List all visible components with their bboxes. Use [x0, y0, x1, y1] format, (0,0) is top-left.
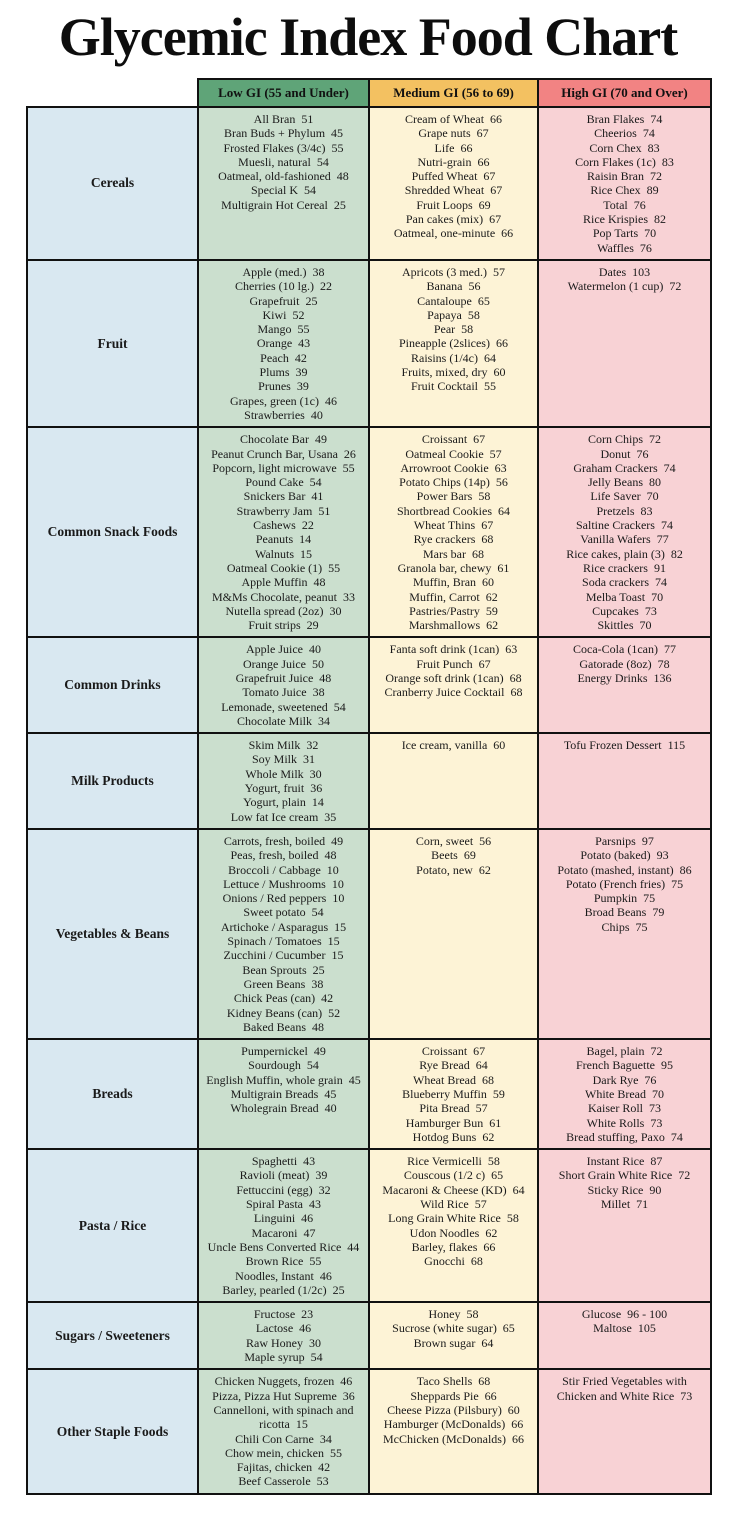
medium-gi-cell	[369, 1302, 538, 1369]
food-item: Lettuce / Mushrooms 10	[223, 876, 344, 891]
food-item: Fruit Cocktail 55	[411, 379, 496, 394]
food-item: Macaroni 47	[251, 1225, 316, 1240]
food-item: Sweet potato 54	[243, 905, 324, 920]
food-item: Kaiser Roll 73	[588, 1101, 661, 1116]
food-item: Artichoke / Asparagus 15	[220, 919, 347, 934]
food-item: Cheerios 74	[594, 126, 655, 141]
food-item: Rice Krispies 82	[583, 212, 666, 227]
food-item: Melba Toast 70	[585, 589, 664, 604]
food-item: Potato (baked) 93	[580, 848, 669, 863]
food-item: Special K 54	[251, 183, 316, 198]
food-item: Green Beans 38	[243, 976, 324, 991]
food-item: Mango 55	[257, 322, 310, 337]
food-item: Multigrain Hot Cereal 25	[221, 197, 346, 212]
table-row	[27, 260, 711, 427]
high-gi-cell	[538, 1039, 711, 1149]
food-item: Life Saver 70	[590, 489, 659, 504]
food-item: Nutri-grain 66	[417, 154, 490, 169]
food-item: Oatmeal Cookie 57	[405, 446, 502, 461]
food-item: English Muffin, whole grain 45	[206, 1072, 361, 1087]
food-item: Watermelon (1 cup) 72	[567, 279, 682, 294]
food-item: Chow mein, chicken 55	[225, 1445, 342, 1460]
food-item: Taco Shells 68	[416, 1374, 491, 1389]
food-item: Millet 71	[600, 1197, 649, 1212]
food-item: Udon Noodles 62	[409, 1225, 498, 1240]
medium-gi-cell	[369, 260, 538, 427]
category-cell: Milk Products	[27, 733, 198, 829]
food-item: Orange soft drink (1can) 68	[385, 670, 522, 685]
food-item: Instant Rice 87	[586, 1154, 663, 1169]
food-item: Banana 56	[426, 279, 481, 294]
column-header-high-gi: High GI (70 and Over)	[538, 79, 711, 107]
food-item: Power Bars 58	[416, 489, 491, 504]
category-cell: Common Drinks	[27, 637, 198, 733]
category-cell: Fruit	[27, 260, 198, 427]
high-gi-cell	[538, 1302, 711, 1369]
food-item: Cantaloupe 65	[417, 293, 490, 308]
category-cell: Breads	[27, 1039, 198, 1149]
food-item: Parsnips 97	[595, 833, 654, 848]
food-item: Hamburger (McDonalds) 66	[383, 1417, 524, 1432]
food-item: Ravioli (meat) 39	[239, 1168, 328, 1183]
food-item: Ice cream, vanilla 60	[401, 738, 506, 753]
food-item: Fajitas, chicken 42	[236, 1460, 331, 1475]
medium-gi-cell	[369, 1149, 538, 1302]
food-item: Pretzels 83	[596, 503, 653, 518]
food-item: Soda crackers 74	[582, 575, 667, 590]
food-item: Grapes, green (1c) 46	[230, 393, 337, 408]
category-cell: Pasta / Rice	[27, 1149, 198, 1302]
low-gi-cell	[198, 427, 369, 637]
high-gi-cell	[538, 1149, 711, 1302]
food-item: Muffin, Bran 60	[412, 575, 495, 590]
food-item: Waffles 76	[597, 240, 652, 255]
food-item: Soy Milk 31	[251, 752, 315, 767]
food-item: Corn Chex 83	[589, 140, 660, 155]
food-item: Sourdough 54	[248, 1058, 319, 1073]
food-item: Zucchini / Cucumber 15	[223, 948, 344, 963]
food-item: Shredded Wheat 67	[404, 183, 503, 198]
table-row	[27, 427, 711, 637]
food-item: Wheat Bread 68	[413, 1072, 494, 1087]
food-item: Cupcakes 73	[592, 603, 657, 618]
food-item: Puffed Wheat 67	[411, 169, 496, 184]
food-item: Corn Chips 72	[587, 432, 661, 447]
food-item: Peas, fresh, boiled 48	[230, 848, 337, 863]
table-row	[27, 1369, 711, 1493]
column-header-medium-gi: Medium GI (56 to 69)	[369, 79, 538, 107]
food-item: Sucrose (white sugar) 65	[392, 1321, 515, 1336]
food-item: Apple Muffin 48	[241, 575, 326, 590]
food-item: Walnuts 15	[254, 546, 313, 561]
food-item: Chicken Nuggets, frozen 46	[214, 1374, 353, 1389]
food-item: Fruits, mixed, dry 60	[401, 365, 506, 380]
food-item: Snickers Bar 41	[243, 489, 324, 504]
food-item: Granola bar, chewy 61	[397, 560, 510, 575]
food-item: Couscous (1/2 c) 65	[403, 1168, 504, 1183]
food-item: Cranberry Juice Cocktail 68	[384, 685, 523, 700]
low-gi-cell	[198, 733, 369, 829]
food-item: Fettuccini (egg) 32	[236, 1182, 331, 1197]
food-item: Pumpernickel 49	[241, 1044, 326, 1059]
food-item: Maltose 105	[593, 1321, 656, 1336]
food-item: Life 66	[434, 140, 473, 155]
food-item: Frosted Flakes (3/4c) 55	[223, 140, 344, 155]
food-item: White Rolls 73	[586, 1115, 663, 1130]
high-gi-cell	[538, 829, 711, 1039]
food-item: Honey 58	[428, 1307, 479, 1322]
food-item: Potato, new 62	[416, 862, 491, 877]
food-item: Gatorade (8oz) 78	[579, 656, 670, 671]
food-item: Barley, flakes 66	[411, 1239, 496, 1254]
food-item: Peanut Crunch Bar, Usana 26	[211, 446, 356, 461]
food-item: Beef Casserole 53	[238, 1474, 329, 1489]
food-item: Orange 43	[256, 336, 311, 351]
food-item: Energy Drinks 136	[577, 670, 672, 685]
food-item: Cream of Wheat 66	[404, 112, 503, 126]
food-item: Kiwi 52	[262, 307, 305, 322]
medium-gi-cell	[369, 733, 538, 829]
food-item: Whole Milk 30	[245, 766, 322, 781]
medium-gi-cell	[369, 829, 538, 1039]
food-item: Wheat Thins 67	[413, 518, 494, 533]
food-item: Graham Crackers 74	[573, 460, 676, 475]
food-item: Hamburger Bun 61	[405, 1115, 502, 1130]
food-item: Rice Vermicelli 58	[407, 1154, 500, 1169]
food-item: Cherries (10 lg.) 22	[235, 279, 332, 294]
food-item: Brown Rice 55	[245, 1254, 322, 1269]
food-item: Peach 42	[260, 350, 307, 365]
food-item: Rice crackers 91	[583, 560, 666, 575]
food-item: Bagel, plain 72	[586, 1044, 663, 1059]
food-item: Grape nuts 67	[418, 126, 489, 141]
food-item: Fruit strips 29	[248, 618, 319, 633]
food-item: Potato (mashed, instant) 86	[557, 862, 692, 877]
food-item: M&Ms Chocolate, peanut 33	[212, 589, 355, 604]
food-item: Peanuts 14	[255, 532, 312, 547]
food-item: Coca-Cola (1can) 77	[573, 642, 676, 657]
food-item: Uncle Bens Converted Rice 44	[207, 1239, 360, 1254]
low-gi-cell	[198, 1039, 369, 1149]
food-item: Carrots, fresh, boiled 49	[223, 833, 344, 848]
food-item: Long Grain White Rice 58	[388, 1211, 519, 1226]
high-gi-cell	[538, 107, 711, 260]
food-item: Cashews 22	[253, 518, 314, 533]
low-gi-cell	[198, 260, 369, 427]
food-item: Pop Tarts 70	[592, 226, 657, 241]
high-gi-cell	[538, 260, 711, 427]
food-item: Baked Beans 48	[243, 1019, 324, 1034]
low-gi-cell	[198, 1302, 369, 1369]
food-item: Cheese Pizza (Pilsbury) 60	[387, 1402, 520, 1417]
food-item: Blueberry Muffin 59	[402, 1087, 505, 1101]
food-item: Rye Bread 64	[419, 1058, 488, 1073]
food-item: Mars bar 68	[423, 546, 484, 561]
food-item: Grapefruit 25	[249, 293, 318, 308]
food-item: Skim Milk 32	[248, 738, 319, 753]
food-item: Rye crackers 68	[413, 532, 494, 547]
food-item: Short Grain White Rice 72	[558, 1168, 691, 1183]
food-item: Barley, pearled (1/2c) 25	[222, 1282, 345, 1297]
high-gi-cell	[538, 1369, 711, 1493]
low-gi-cell	[198, 1149, 369, 1302]
high-gi-cell	[538, 733, 711, 829]
food-item: Chili Con Carne 34	[235, 1431, 332, 1446]
header-row	[27, 79, 711, 107]
food-item: Oatmeal, one-minute 66	[393, 226, 514, 241]
food-item: Broccoli / Cabbage 10	[228, 862, 339, 877]
food-item: Saltine Crackers 74	[576, 518, 673, 533]
food-item: Fanta soft drink (1can) 63	[389, 642, 518, 657]
food-item: Fructose 23	[253, 1307, 314, 1322]
medium-gi-cell	[369, 637, 538, 733]
food-item: Hotdog Buns 62	[412, 1129, 495, 1144]
food-item: Strawberries 40	[244, 407, 323, 422]
low-gi-cell	[198, 637, 369, 733]
food-item: Stir Fried Vegetables with Chicken and White Rice 73	[556, 1374, 693, 1403]
food-item: Pumpkin 75	[593, 891, 656, 906]
food-item: Popcorn, light microwave 55	[212, 460, 355, 475]
food-item: Chocolate Bar 49	[240, 432, 327, 447]
food-item: Apple (med.) 38	[242, 264, 325, 279]
food-item: Shortbread Cookies 64	[397, 503, 510, 518]
food-item: All Bran 51	[253, 112, 314, 126]
food-item: Wholegrain Bread 40	[230, 1101, 337, 1116]
food-item: Spinach / Tomatoes 15	[227, 934, 340, 949]
corner-cell	[27, 79, 198, 107]
table-header	[27, 79, 711, 107]
food-item: Fruit Punch 67	[416, 656, 491, 671]
food-item: Maple syrup 54	[244, 1350, 323, 1365]
food-item: Croissant 67	[421, 1044, 486, 1059]
food-item: Corn, sweet 56	[415, 833, 492, 848]
glycemic-index-table	[26, 78, 712, 1495]
food-item: Spiral Pasta 43	[246, 1197, 321, 1212]
medium-gi-cell	[369, 107, 538, 260]
food-item: Linguini 46	[253, 1211, 314, 1226]
medium-gi-cell	[369, 1039, 538, 1149]
food-item: Multigrain Breads 45	[230, 1087, 337, 1101]
food-item: Nutella spread (2oz) 30	[225, 603, 342, 618]
food-item: Strawberry Jam 51	[236, 503, 331, 518]
food-item: Yogurt, fruit 36	[244, 781, 323, 796]
table-row	[27, 637, 711, 733]
food-item: Pineapple (2slices) 66	[399, 336, 508, 351]
food-item: Croissant 67	[421, 432, 486, 447]
food-item: Macaroni & Cheese (KD) 64	[382, 1182, 525, 1197]
food-item: Onions / Red peppers 10	[222, 891, 345, 906]
food-item: Pound Cake 54	[245, 475, 322, 490]
food-item: Chocolate Milk 34	[237, 713, 330, 728]
food-item: Jelly Beans 80	[588, 475, 661, 490]
column-header-low-gi: Low GI (55 and Under)	[198, 79, 369, 107]
food-item: Total 76	[603, 197, 646, 212]
food-item: Pear 58	[433, 322, 474, 337]
food-item: Dark Rye 76	[592, 1072, 657, 1087]
gi-table-body	[27, 107, 711, 1494]
food-item: Tomato Juice 38	[242, 685, 325, 700]
food-item: Pita Bread 57	[419, 1101, 488, 1116]
food-item: Apricots (3 med.) 57	[402, 264, 505, 279]
food-item: Sticky Rice 90	[587, 1182, 662, 1197]
food-item: Orange Juice 50	[243, 656, 324, 671]
table-row	[27, 1149, 711, 1302]
food-item: Muesli, natural 54	[238, 154, 329, 169]
food-item: Wild Rice 57	[420, 1197, 487, 1212]
food-item: Grapefruit Juice 48	[235, 670, 332, 685]
food-item: Donut 76	[600, 446, 649, 461]
food-item: Arrowroot Cookie 63	[400, 460, 507, 475]
food-item: Raisin Bran 72	[587, 169, 662, 184]
food-item: Papaya 58	[427, 307, 480, 322]
high-gi-cell	[538, 427, 711, 637]
food-item: Prunes 39	[258, 379, 309, 394]
food-item: Bran Buds + Phylum 45	[223, 126, 344, 141]
food-item: Apple Juice 40	[246, 642, 321, 657]
food-item: Chick Peas (can) 42	[233, 991, 334, 1006]
food-item: Potato Chips (14p) 56	[399, 475, 508, 490]
food-item: Marshmallows 62	[408, 618, 499, 633]
category-cell: Cereals	[27, 107, 198, 260]
food-item: Bread stuffing, Paxo 74	[566, 1129, 683, 1144]
food-item: Cannelloni, with spinach and ricotta 15	[213, 1402, 354, 1432]
table-row	[27, 107, 711, 260]
medium-gi-cell	[369, 427, 538, 637]
food-item: Raisins (1/4c) 64	[411, 350, 496, 365]
food-item: Dates 103	[598, 264, 651, 279]
category-cell: Vegetables & Beans	[27, 829, 198, 1039]
food-item: Potato (French fries) 75	[565, 876, 684, 891]
table-row	[27, 829, 711, 1039]
food-item: Rice Chex 89	[590, 183, 659, 198]
medium-gi-cell	[369, 1369, 538, 1493]
food-item: Muffin, Carrot 62	[409, 589, 498, 604]
category-cell: Common Snack Foods	[27, 427, 198, 637]
food-item: Glucose 96 - 100	[581, 1307, 668, 1322]
food-item: Bran Flakes 74	[586, 112, 663, 126]
food-item: White Bread 70	[585, 1087, 664, 1101]
low-gi-cell	[198, 1369, 369, 1493]
food-item: Yogurt, plain 14	[243, 795, 324, 810]
food-item: Fruit Loops 69	[416, 197, 491, 212]
food-item: Pastries/Pastry 59	[409, 603, 498, 618]
table-row	[27, 1302, 711, 1369]
category-cell: Sugars / Sweeteners	[27, 1302, 198, 1369]
food-item: Lactose 46	[255, 1321, 312, 1336]
high-gi-cell	[538, 637, 711, 733]
food-item: Pan cakes (mix) 67	[405, 212, 502, 227]
food-item: Sheppards Pie 66	[410, 1388, 497, 1403]
food-item: Oatmeal Cookie (1) 55	[226, 560, 341, 575]
food-item: Chips 75	[601, 919, 648, 934]
food-item: Gnocchi 68	[424, 1254, 483, 1269]
food-item: Lemonade, sweetened 54	[221, 699, 346, 714]
food-item: Corn Flakes (1c) 83	[575, 154, 674, 169]
food-item: Raw Honey 30	[246, 1335, 321, 1350]
food-item: Low fat Ice cream 35	[230, 809, 337, 824]
food-item: Oatmeal, old-fashioned 48	[218, 169, 349, 184]
food-item: Bean Sprouts 25	[242, 962, 325, 977]
food-item: Vanilla Wafers 77	[580, 532, 669, 547]
food-item: Beets 69	[431, 848, 476, 863]
low-gi-cell	[198, 107, 369, 260]
table-row	[27, 733, 711, 829]
low-gi-cell	[198, 829, 369, 1039]
food-item: Skittles 70	[597, 618, 652, 633]
food-item: French Baguette 95	[576, 1058, 673, 1073]
food-item: Brown sugar 64	[413, 1335, 494, 1350]
page-title: Glycemic Index Food Chart	[58, 7, 678, 67]
food-item: Tofu Frozen Dessert 115	[563, 738, 686, 753]
category-cell: Other Staple Foods	[27, 1369, 198, 1493]
table-row	[27, 1039, 711, 1149]
food-item: Kidney Beans (can) 52	[226, 1005, 341, 1020]
food-item: McChicken (McDonalds) 66	[383, 1431, 524, 1446]
food-item: Rice cakes, plain (3) 82	[566, 546, 683, 561]
food-item: Spaghetti 43	[251, 1154, 316, 1169]
food-item: Noodles, Instant 46	[235, 1268, 332, 1283]
food-item: Pizza, Pizza Hut Supreme 36	[212, 1388, 355, 1403]
food-item: Plums 39	[259, 365, 308, 380]
food-item: Broad Beans 79	[584, 905, 665, 920]
